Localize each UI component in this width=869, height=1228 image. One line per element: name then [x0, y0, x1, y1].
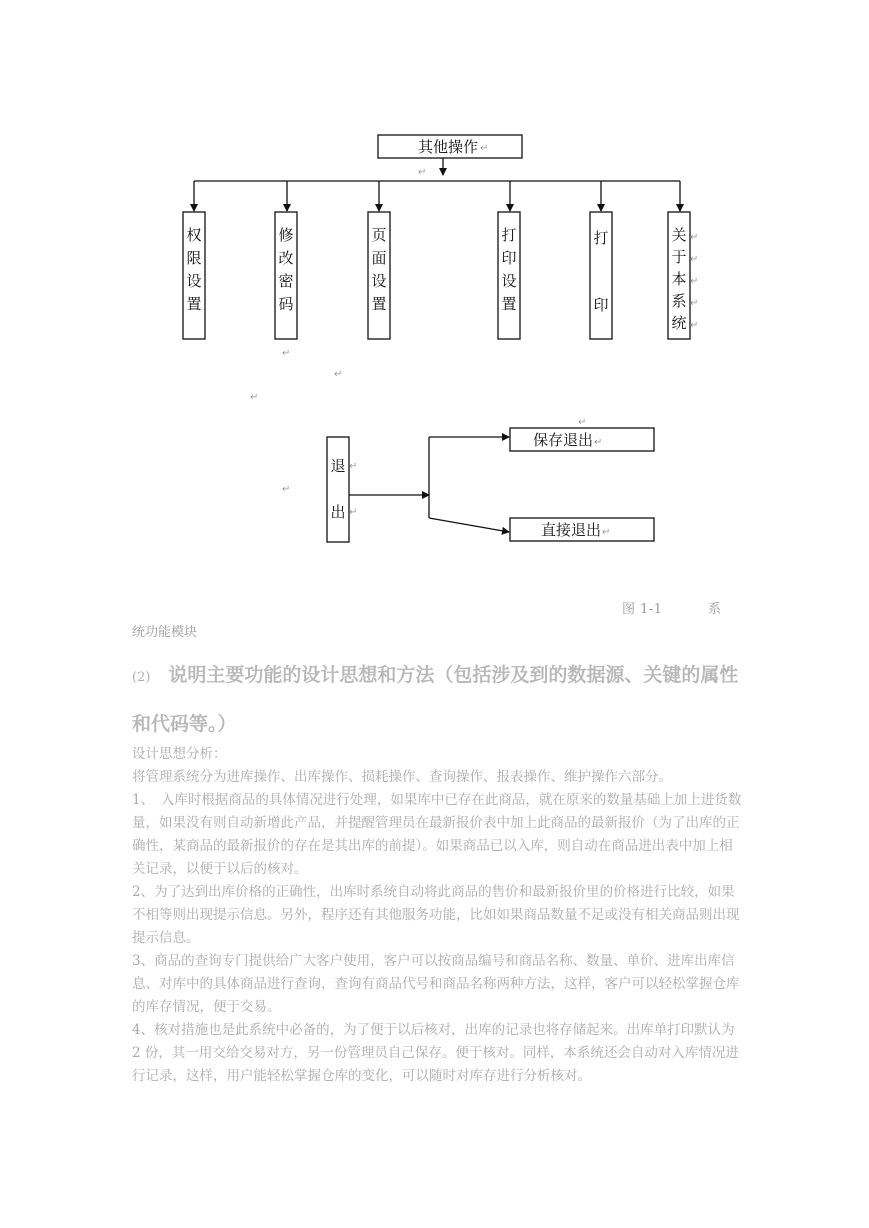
child-char: 本: [671, 270, 687, 288]
child-char: 于: [671, 248, 687, 266]
child-char: 码: [278, 295, 294, 313]
svg-text:↵: ↵: [690, 232, 699, 243]
function-module-diagram: [0, 0, 869, 580]
child-char: 置: [186, 295, 202, 313]
child-char: 打: [501, 226, 517, 244]
child-char: 面: [371, 249, 387, 267]
child-node-about: [668, 212, 698, 339]
direct-exit-node: [510, 518, 654, 541]
root-node: [378, 135, 522, 158]
section-number: (2): [132, 670, 151, 685]
child-char: 统: [671, 314, 687, 332]
save-exit-node: [510, 428, 654, 451]
child-char: 设: [501, 272, 517, 290]
return-mark: ↵: [418, 167, 427, 178]
svg-text:↵: ↵: [334, 369, 343, 380]
body-paragraph: 将管理系统分为进库操作、出库操作、损耗操作、查询操作、报表操作、维护操作六部分。: [132, 769, 672, 785]
direct-exit-label: 直接退出: [541, 521, 602, 539]
section-heading: [132, 652, 752, 747]
return-mark: ↵: [480, 143, 489, 154]
child-char: 改: [278, 249, 294, 267]
child-node-permission: [183, 212, 205, 339]
section-heading-text: 说明主要功能的设计思想和方法（包括涉及到的数据源、关键的属性和代码等。）: [132, 664, 739, 735]
svg-text:↵: ↵: [690, 298, 699, 309]
child-char: 密: [278, 272, 294, 290]
child-char: 权: [186, 226, 202, 244]
svg-text:↵: ↵: [578, 417, 587, 428]
child-char: 限: [186, 249, 202, 267]
child-node-password: [275, 212, 297, 339]
svg-text:↵: ↵: [690, 254, 699, 265]
root-node-label: 其他操作: [418, 138, 479, 156]
figure-caption-title: 统功能模块: [132, 625, 198, 640]
svg-text:↵: ↵: [282, 484, 291, 495]
child-node-page-setup: [368, 212, 390, 339]
child-char: 印: [501, 249, 517, 267]
save-exit-label: 保存退出: [533, 431, 594, 449]
body-paragraph: 3、商品的查询专门提供给广大客户使用，客户可以按商品编号和商品名称、数量、单价、进库出库信息、对库中的具体商品进行查询，查询有商品代号和商品名称两种方法，这样，客户可以轻松掌握仓库的库存情况，便于交易。: [132, 953, 740, 1015]
svg-text:↵: ↵: [250, 392, 259, 403]
child-node-print: [590, 212, 612, 339]
child-char: 页: [371, 226, 387, 244]
svg-text:↵: ↵: [349, 507, 358, 518]
svg-text:↵: ↵: [349, 461, 358, 472]
child-char: 设: [371, 272, 387, 290]
svg-text:↵: ↵: [690, 320, 699, 331]
body-paragraph: 1、 入库时根据商品的具体情况进行处理，如果库中已存在此商品，就在原来的数量基础上加上进货数量，如果没有则自动新增此产品，并提醒管理员在最新报价表中加上此商品的最新报价（为了出库的正确性，某商品的最新报价的存在是其出库的前提）。如果商品已以入库，则自动在商品进出表中加上相关记录，以便于以后的核对。: [132, 792, 742, 877]
body-text: [132, 743, 744, 1088]
child-char: 修: [278, 226, 294, 244]
child-char: 关: [671, 226, 687, 244]
exit-char: 退: [330, 457, 346, 475]
exit-branch-arrow-2: [429, 518, 509, 532]
svg-text:↵: ↵: [282, 348, 291, 359]
child-char: 置: [371, 295, 387, 313]
child-char: 置: [501, 295, 517, 313]
body-paragraph: 设计思想分析：: [132, 746, 227, 762]
child-char: 设: [186, 272, 202, 290]
child-char: 系: [671, 292, 687, 310]
svg-text:↵: ↵: [690, 276, 699, 287]
body-paragraph: 4、核对措施也是此系统中必备的，为了便于以后核对，出库的记录也将存储起来。出库单打印默认为 2 份，其一用交给交易对方，另一份管理员自己保存。便于核对。同样，本系统还会自动对入库情况进行记录，这样，用户能轻松掌握仓库的变化，可以随时对库存进行分析核对。: [132, 1022, 739, 1084]
exit-node: [327, 437, 357, 542]
child-node-print-setup: [498, 212, 520, 339]
svg-text:↵: ↵: [594, 437, 603, 448]
svg-text:↵: ↵: [602, 527, 611, 538]
figure-caption-fragment: 系: [708, 602, 722, 617]
child-char: 印: [593, 296, 609, 314]
figure-caption-number: 图 1-1: [622, 602, 663, 617]
body-paragraph: 2、为了达到出库价格的正确性，出库时系统自动将此商品的售价和最新报价里的价格进行比较，如果不相等则出现提示信息。另外，程序还有其他服务功能，比如如果商品数量不足或没有相关商品则出现提示信息。: [132, 884, 740, 946]
child-char: 打: [593, 229, 609, 247]
exit-char: 出: [330, 503, 346, 521]
